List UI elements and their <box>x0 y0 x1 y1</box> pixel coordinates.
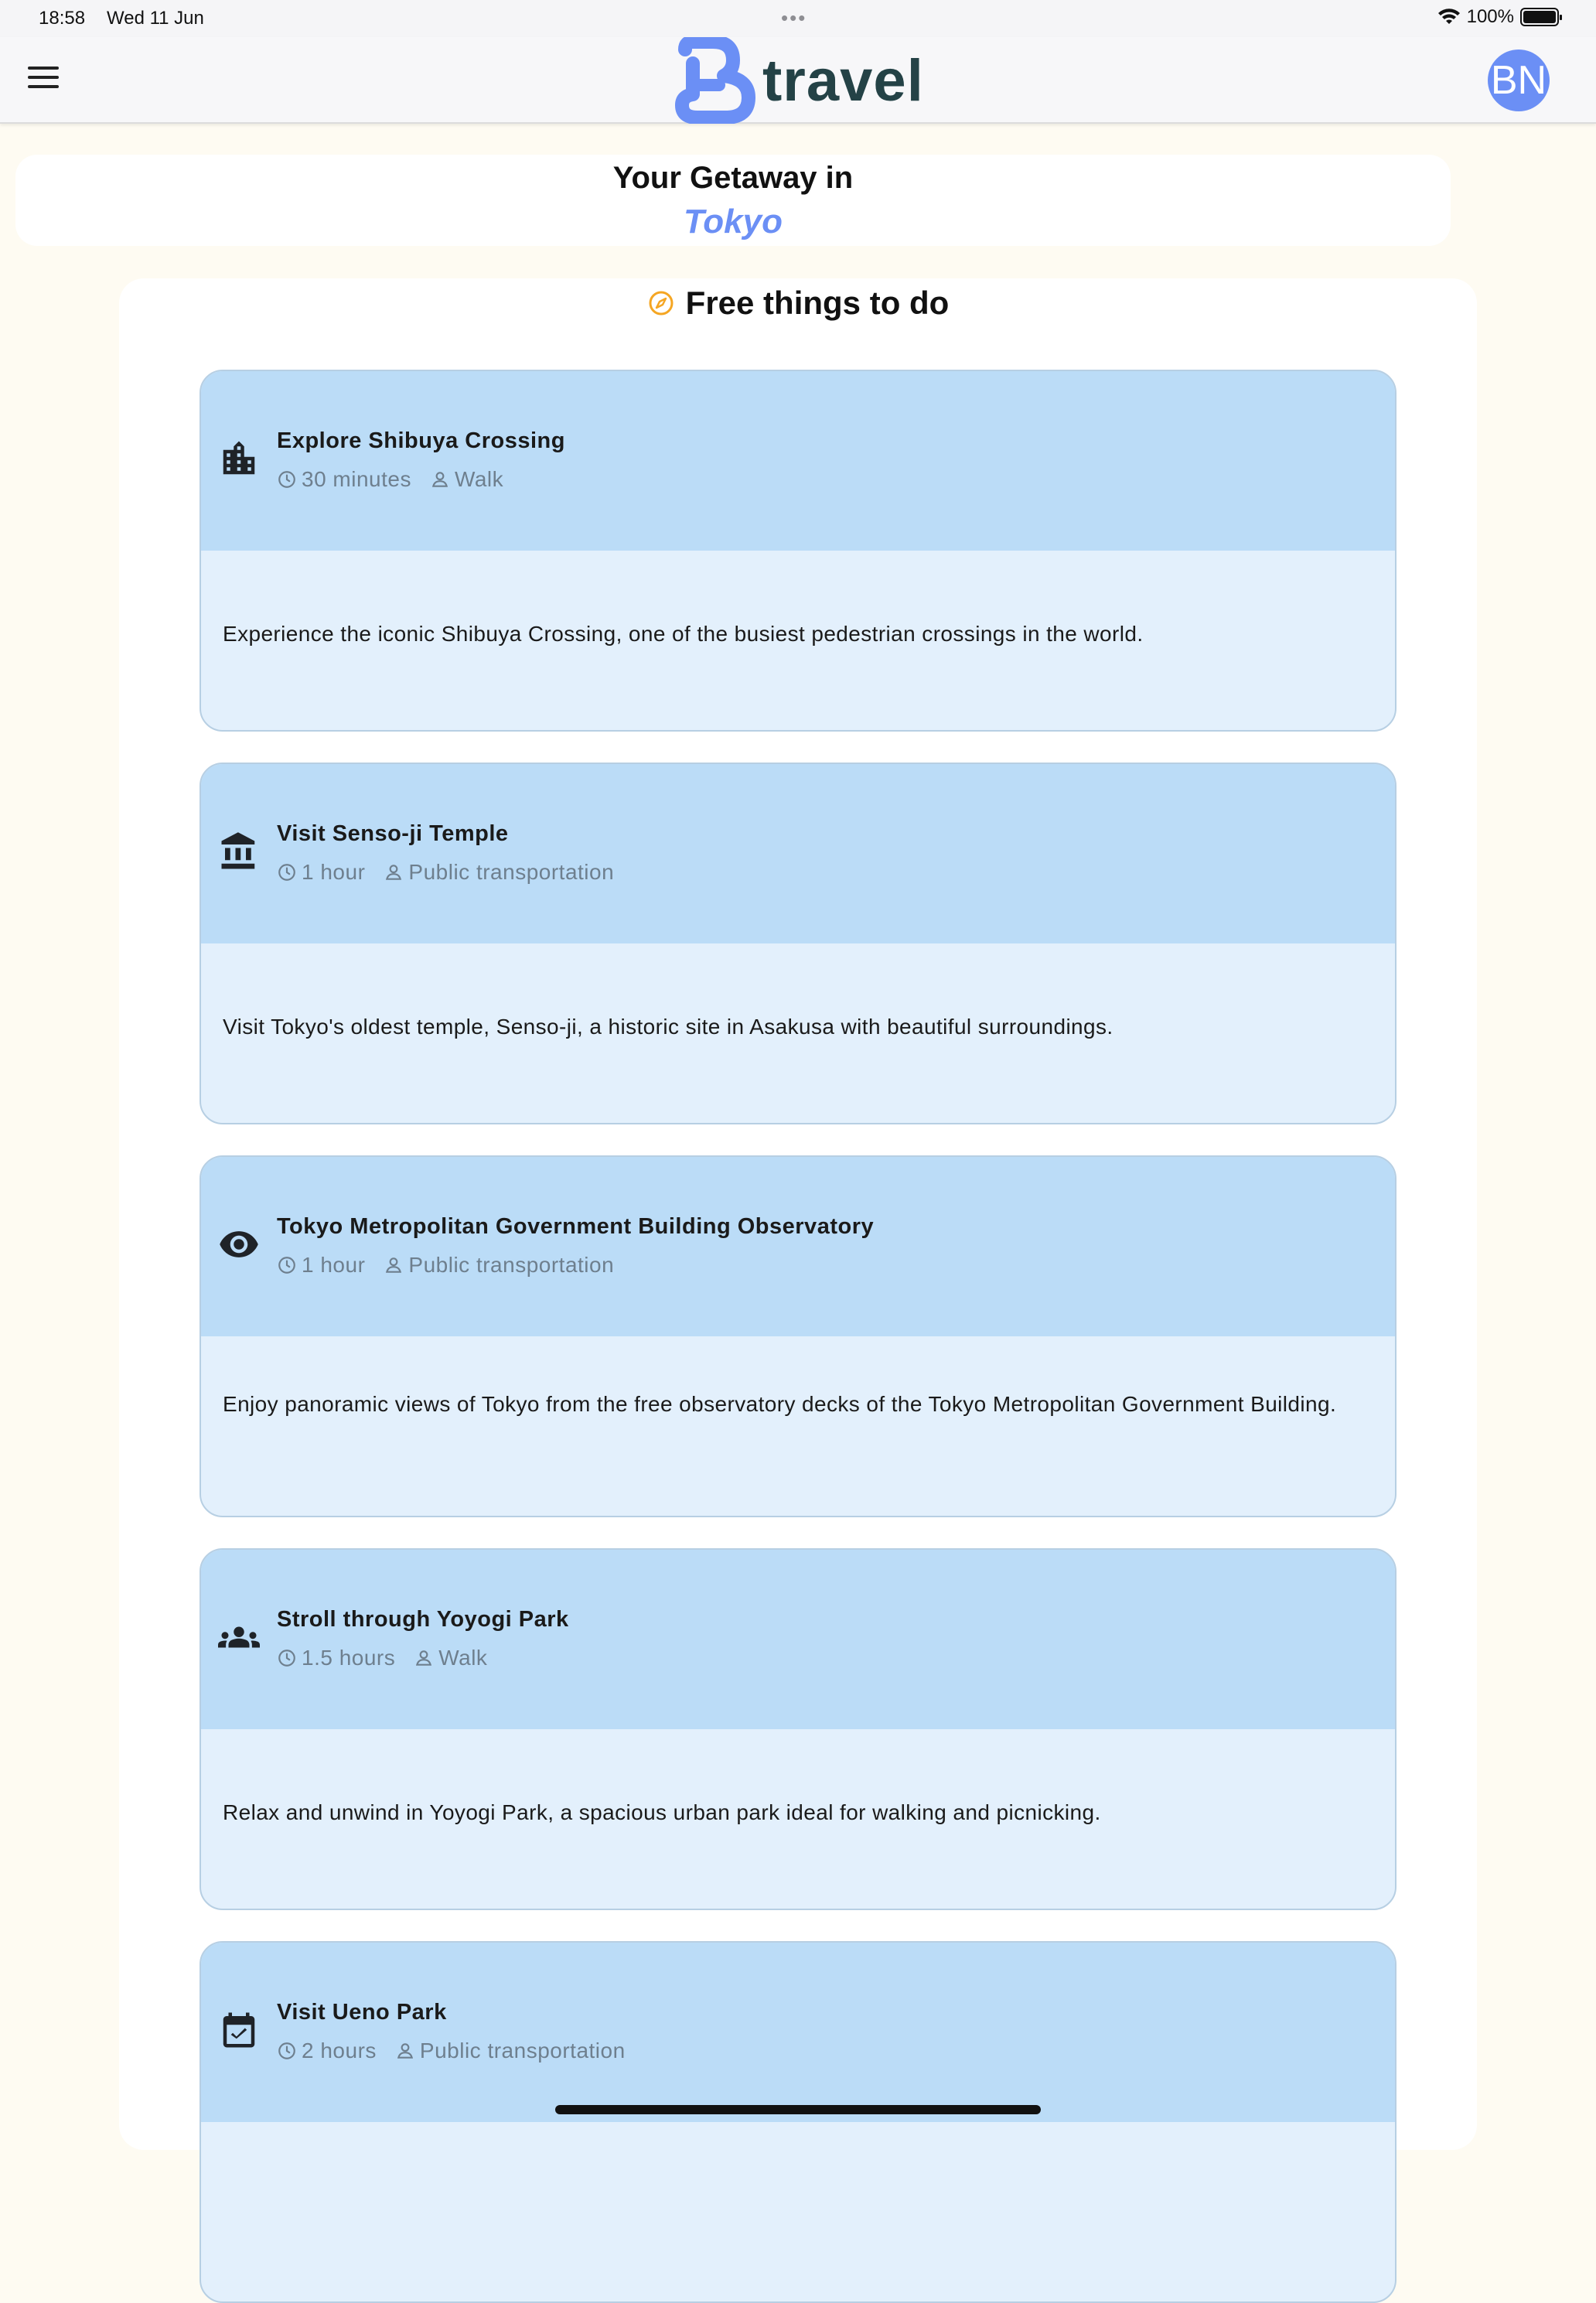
activity-description: Relax and unwind in Yoyogi Park, a spacious urban park ideal for walking and picnicking. <box>223 1800 1101 1824</box>
eye-icon <box>218 1223 260 1265</box>
clock-icon <box>277 469 297 490</box>
status-time: 18:58 <box>39 8 86 29</box>
app-header <box>0 37 1596 124</box>
activity-header <box>201 764 1395 943</box>
clock-icon <box>277 2041 297 2061</box>
status-right <box>1437 6 1559 28</box>
activity-meta <box>277 860 614 885</box>
city-buildings-icon <box>218 438 260 479</box>
person-icon <box>384 1255 404 1275</box>
status-bar <box>0 0 1596 37</box>
battery-fill <box>1523 11 1556 23</box>
activity-description: Enjoy panoramic views of Tokyo from the free observatory decks of the Tokyo Metropolitan Government Building. <box>223 1392 1337 1416</box>
museum-icon <box>218 831 260 872</box>
getaway-card <box>15 155 1451 246</box>
activity-card[interactable] <box>200 1155 1396 1517</box>
activity-transport: Walk <box>454 467 504 491</box>
battery-icon <box>1520 8 1559 26</box>
person-icon <box>384 862 404 882</box>
activity-header <box>201 1157 1395 1336</box>
activity-card[interactable] <box>200 763 1396 1124</box>
group-icon <box>218 1616 260 1658</box>
person-icon <box>395 2041 415 2061</box>
activity-title: Stroll through Yoyogi Park <box>277 1607 569 1632</box>
activity-meta <box>277 2039 626 2063</box>
clock-icon <box>277 1648 297 1668</box>
home-indicator[interactable] <box>555 2105 1041 2114</box>
activity-meta <box>277 1253 614 1278</box>
person-icon <box>430 469 450 490</box>
logo-text: travel <box>762 47 924 114</box>
activity-title: Visit Ueno Park <box>277 2000 447 2025</box>
free-things-panel <box>119 278 1477 2150</box>
activity-transport: Public transportation <box>408 860 615 884</box>
activity-title: Tokyo Metropolitan Government Building Observatory <box>277 1214 875 1239</box>
avatar[interactable]: BN <box>1488 49 1550 111</box>
person-icon <box>414 1648 434 1668</box>
status-date: Wed 11 Jun <box>107 8 204 29</box>
calendar-check-icon <box>218 2009 260 2051</box>
activity-card[interactable] <box>200 370 1396 732</box>
activity-duration: 1 hour <box>302 1253 366 1277</box>
activity-transport: Public transportation <box>408 1253 615 1277</box>
clock-icon <box>277 1255 297 1275</box>
section-title: Free things to do <box>685 285 950 321</box>
activity-description: Visit Tokyo's oldest temple, Senso-ji, a historic site in Asakusa with beautiful surroundings. <box>223 1015 1113 1039</box>
activity-header <box>201 1943 1395 2122</box>
wifi-icon <box>1437 9 1461 26</box>
activity-meta <box>277 1646 487 1670</box>
activity-transport: Public transportation <box>419 2039 626 2062</box>
activity-card[interactable] <box>200 1941 1396 2303</box>
activity-duration: 2 hours <box>302 2039 377 2062</box>
activity-duration: 1.5 hours <box>302 1646 396 1670</box>
hamburger-menu-icon[interactable] <box>28 67 59 90</box>
activity-header <box>201 1550 1395 1729</box>
activity-transport: Walk <box>438 1646 488 1670</box>
logo-b-icon <box>674 37 759 124</box>
activity-duration: 30 minutes <box>302 467 411 491</box>
clock-icon <box>277 862 297 882</box>
getaway-city: Tokyo <box>684 203 783 241</box>
activity-description: Experience the iconic Shibuya Crossing, one of the busiest pedestrian crossings in the world. <box>223 622 1144 646</box>
activity-title: Visit Senso-ji Temple <box>277 821 509 846</box>
multitasking-dots-icon[interactable]: ••• <box>781 6 807 29</box>
battery-percent: 100% <box>1466 6 1514 27</box>
section-header <box>119 285 1477 322</box>
activity-card[interactable] <box>200 1548 1396 1910</box>
activity-title: Explore Shibuya Crossing <box>277 428 565 453</box>
activity-duration: 1 hour <box>302 860 366 884</box>
compass-icon <box>647 289 675 317</box>
logo[interactable] <box>674 37 924 124</box>
activity-header <box>201 371 1395 551</box>
getaway-title: Your Getaway in <box>612 161 854 195</box>
activity-meta <box>277 467 503 492</box>
